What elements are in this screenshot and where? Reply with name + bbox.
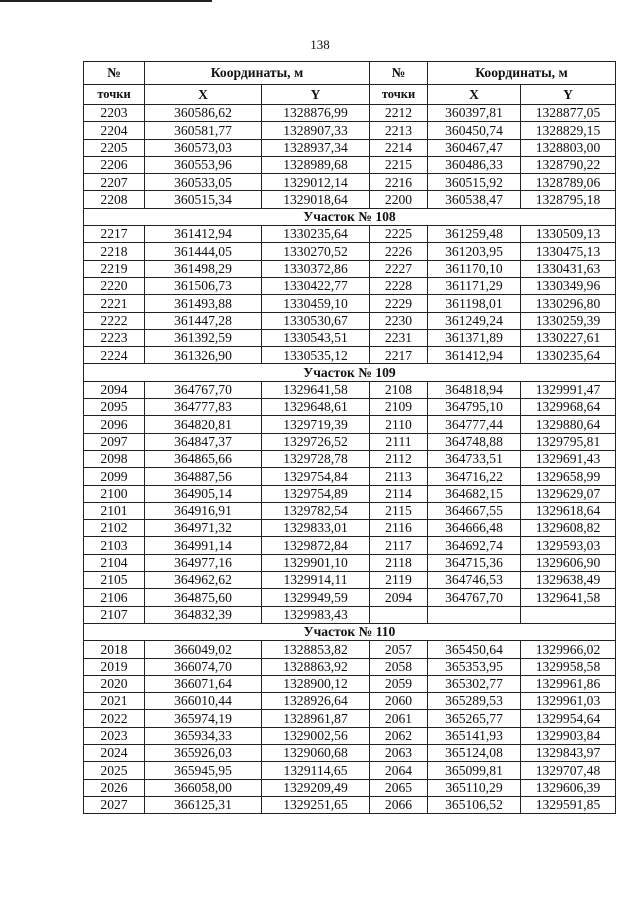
y-coordinate-cell: 1330459,10 (262, 295, 370, 312)
x-coordinate-cell: 361326,90 (145, 347, 262, 364)
point-number-cell: 2216 (370, 174, 428, 191)
x-coordinate-cell: 360533,05 (145, 174, 262, 191)
point-number-cell: 2215 (370, 156, 428, 173)
point-number-cell: 2018 (84, 641, 145, 658)
point-number-cell: 2220 (84, 277, 145, 294)
y-coordinate-cell: 1330475,13 (521, 243, 616, 260)
point-number-cell: 2058 (370, 658, 428, 675)
y-coordinate-cell: 1329608,82 (521, 520, 616, 537)
x-coordinate-cell: 364767,70 (145, 381, 262, 398)
x-coordinate-cell: 364748,88 (428, 433, 521, 450)
point-number-cell: 2115 (370, 502, 428, 519)
x-coordinate-cell: 364991,14 (145, 537, 262, 554)
x-coordinate-cell: 361506,73 (145, 277, 262, 294)
point-number-cell: 2119 (370, 572, 428, 589)
y-coordinate-cell: 1329618,64 (521, 502, 616, 519)
point-number-cell: 2229 (370, 295, 428, 312)
point-number-cell: 2061 (370, 710, 428, 727)
point-number-cell: 2065 (370, 779, 428, 796)
table-row (84, 295, 616, 312)
y-coordinate-cell (521, 606, 616, 623)
point-number-cell: 2213 (370, 122, 428, 139)
y-coordinate-cell: 1329954,64 (521, 710, 616, 727)
x-coordinate-cell: 364666,48 (428, 520, 521, 537)
table-row (84, 450, 616, 467)
x-coordinate-cell: 360553,96 (145, 156, 262, 173)
point-number-cell: 2228 (370, 277, 428, 294)
table-row (84, 226, 616, 243)
y-coordinate-cell: 1328789,06 (521, 174, 616, 191)
y-coordinate-cell: 1329728,78 (262, 450, 370, 467)
point-number-cell: 2200 (370, 191, 428, 208)
y-coordinate-cell: 1329991,47 (521, 381, 616, 398)
point-number-cell: 2105 (84, 572, 145, 589)
x-coordinate-cell: 365106,52 (428, 796, 521, 813)
point-number-cell: 2218 (84, 243, 145, 260)
x-coordinate-cell: 365945,95 (145, 762, 262, 779)
table-row (84, 433, 616, 450)
x-coordinate-cell: 364715,36 (428, 554, 521, 571)
y-coordinate-cell: 1329641,58 (262, 381, 370, 398)
x-coordinate-cell: 361412,94 (428, 347, 521, 364)
section-title: Участок № 110 (84, 623, 616, 640)
table-row (84, 381, 616, 398)
y-coordinate-cell: 1329903,84 (521, 727, 616, 744)
point-number-cell: 2221 (84, 295, 145, 312)
x-coordinate-cell: 361171,29 (428, 277, 521, 294)
table-row (84, 312, 616, 329)
x-coordinate-cell: 360397,81 (428, 105, 521, 122)
y-header-right: Y (521, 85, 616, 105)
table-row (84, 191, 616, 208)
table-row (84, 796, 616, 813)
y-coordinate-cell: 1328907,33 (262, 122, 370, 139)
point-number-cell: 2020 (84, 675, 145, 692)
point-number-cell: 2019 (84, 658, 145, 675)
x-coordinate-cell: 365926,03 (145, 744, 262, 761)
point-number-cell: 2100 (84, 485, 145, 502)
y-coordinate-cell: 1328853,82 (262, 641, 370, 658)
x-coordinate-cell: 360573,03 (145, 139, 262, 156)
y-coordinate-cell: 1329707,48 (521, 762, 616, 779)
point-number-cell: 2057 (370, 641, 428, 658)
table-row (84, 762, 616, 779)
x-header-right: X (428, 85, 521, 105)
point-number-cell: 2116 (370, 520, 428, 537)
x-coordinate-cell (428, 606, 521, 623)
y-coordinate-cell: 1330530,67 (262, 312, 370, 329)
point-number-cell: 2024 (84, 744, 145, 761)
point-number-cell: 2110 (370, 416, 428, 433)
y-coordinate-cell: 1329872,84 (262, 537, 370, 554)
point-number-cell: 2102 (84, 520, 145, 537)
table-row (84, 416, 616, 433)
table-row (84, 520, 616, 537)
point-number-cell: 2107 (84, 606, 145, 623)
x-coordinate-cell: 361259,48 (428, 226, 521, 243)
point-number-cell: 2224 (84, 347, 145, 364)
x-coordinate-cell: 365110,29 (428, 779, 521, 796)
table-row (84, 277, 616, 294)
y-coordinate-cell: 1328961,87 (262, 710, 370, 727)
point-number-cell: 2231 (370, 329, 428, 346)
y-coordinate-cell: 1329251,65 (262, 796, 370, 813)
point-number-cell: 2066 (370, 796, 428, 813)
x-coordinate-cell: 366125,31 (145, 796, 262, 813)
y-coordinate-cell: 1328900,12 (262, 675, 370, 692)
point-number-cell: 2117 (370, 537, 428, 554)
point-number-cell: 2214 (370, 139, 428, 156)
x-coordinate-cell: 364977,16 (145, 554, 262, 571)
y-coordinate-cell: 1328790,22 (521, 156, 616, 173)
y-coordinate-cell: 1329782,54 (262, 502, 370, 519)
y-coordinate-cell: 1329060,68 (262, 744, 370, 761)
x-coordinate-cell: 364818,94 (428, 381, 521, 398)
x-coordinate-cell: 364692,74 (428, 537, 521, 554)
x-coordinate-cell: 366049,02 (145, 641, 262, 658)
point-number-cell: 2205 (84, 139, 145, 156)
x-coordinate-cell: 365974,19 (145, 710, 262, 727)
y-coordinate-cell: 1329968,64 (521, 399, 616, 416)
x-coordinate-cell: 361392,59 (145, 329, 262, 346)
point-number-cell: 2098 (84, 450, 145, 467)
y-coordinate-cell: 1329833,01 (262, 520, 370, 537)
y-coordinate-cell: 1329606,90 (521, 554, 616, 571)
table-row (84, 744, 616, 761)
y-coordinate-cell: 1330372,86 (262, 260, 370, 277)
y-coordinate-cell: 1329593,03 (521, 537, 616, 554)
x-coordinate-cell: 360450,74 (428, 122, 521, 139)
y-coordinate-cell: 1329018,64 (262, 191, 370, 208)
x-coordinate-cell: 365934,33 (145, 727, 262, 744)
table-row (84, 139, 616, 156)
x-coordinate-cell: 364865,66 (145, 450, 262, 467)
y-coordinate-cell: 1329691,43 (521, 450, 616, 467)
table-row (84, 347, 616, 364)
x-coordinate-cell: 364682,15 (428, 485, 521, 502)
point-number-cell: 2026 (84, 779, 145, 796)
x-coordinate-cell: 364777,83 (145, 399, 262, 416)
coordinates-table (83, 61, 616, 814)
point-number-cell: 2217 (84, 226, 145, 243)
table-row (84, 693, 616, 710)
point-number-cell: 2206 (84, 156, 145, 173)
x-coordinate-cell: 364905,14 (145, 485, 262, 502)
x-coordinate-cell: 361412,94 (145, 226, 262, 243)
point-number-cell: 2095 (84, 399, 145, 416)
x-coordinate-cell: 361498,29 (145, 260, 262, 277)
y-header: Y (262, 85, 370, 105)
y-coordinate-cell: 1329961,03 (521, 693, 616, 710)
table-row (84, 329, 616, 346)
point-number-cell: 2064 (370, 762, 428, 779)
point-number-cell: 2108 (370, 381, 428, 398)
x-coordinate-cell: 361371,89 (428, 329, 521, 346)
x-coordinate-cell: 361198,01 (428, 295, 521, 312)
y-coordinate-cell: 1329958,58 (521, 658, 616, 675)
y-coordinate-cell: 1330235,64 (521, 347, 616, 364)
point-number-cell: 2099 (84, 468, 145, 485)
top-rule (0, 0, 212, 2)
coordinates-header-right: Координаты, м (428, 62, 616, 85)
table-row (84, 468, 616, 485)
x-coordinate-cell: 364971,32 (145, 520, 262, 537)
x-coordinate-cell: 360515,92 (428, 174, 521, 191)
y-coordinate-cell: 1329638,49 (521, 572, 616, 589)
y-coordinate-cell: 1328795,18 (521, 191, 616, 208)
y-coordinate-cell: 1330235,64 (262, 226, 370, 243)
x-coordinate-cell: 364667,55 (428, 502, 521, 519)
x-coordinate-cell: 360467,47 (428, 139, 521, 156)
x-coordinate-cell: 360486,33 (428, 156, 521, 173)
x-coordinate-cell: 366074,70 (145, 658, 262, 675)
point-number-cell: 2225 (370, 226, 428, 243)
point-number-cell: 2230 (370, 312, 428, 329)
table-row (84, 710, 616, 727)
point-number-cell: 2217 (370, 347, 428, 364)
table-row (84, 502, 616, 519)
point-number-cell: 2062 (370, 727, 428, 744)
table-row (84, 727, 616, 744)
section-title: Участок № 109 (84, 364, 616, 381)
y-coordinate-cell: 1329961,86 (521, 675, 616, 692)
y-coordinate-cell: 1328877,05 (521, 105, 616, 122)
x-coordinate-cell: 361447,28 (145, 312, 262, 329)
x-coordinate-cell: 360538,47 (428, 191, 521, 208)
y-coordinate-cell: 1330227,61 (521, 329, 616, 346)
x-coordinate-cell: 365099,81 (428, 762, 521, 779)
x-coordinate-cell: 360581,77 (145, 122, 262, 139)
point-number-cell: 2027 (84, 796, 145, 813)
y-coordinate-cell: 1329754,89 (262, 485, 370, 502)
table-row (84, 156, 616, 173)
y-coordinate-cell: 1329002,56 (262, 727, 370, 744)
point-number-cell: 2223 (84, 329, 145, 346)
x-coordinate-cell: 364847,37 (145, 433, 262, 450)
point-number-cell: 2112 (370, 450, 428, 467)
point-number-cell: 2222 (84, 312, 145, 329)
x-coordinate-cell: 365141,93 (428, 727, 521, 744)
x-coordinate-cell: 360515,34 (145, 191, 262, 208)
point-number-cell: 2021 (84, 693, 145, 710)
y-coordinate-cell: 1329901,10 (262, 554, 370, 571)
x-coordinate-cell: 365124,08 (428, 744, 521, 761)
table-row (84, 606, 616, 623)
y-coordinate-cell: 1330270,52 (262, 243, 370, 260)
y-coordinate-cell: 1328876,99 (262, 105, 370, 122)
x-coordinate-cell: 364887,56 (145, 468, 262, 485)
y-coordinate-cell: 1329209,49 (262, 779, 370, 796)
x-coordinate-cell: 361493,88 (145, 295, 262, 312)
x-coordinate-cell: 364832,39 (145, 606, 262, 623)
y-coordinate-cell: 1330422,77 (262, 277, 370, 294)
y-coordinate-cell: 1329719,39 (262, 416, 370, 433)
section-row (84, 364, 616, 381)
x-coordinate-cell: 365289,53 (428, 693, 521, 710)
x-coordinate-cell: 361444,05 (145, 243, 262, 260)
table-row (84, 641, 616, 658)
x-coordinate-cell: 364733,51 (428, 450, 521, 467)
point-number-cell (370, 606, 428, 623)
table-row (84, 675, 616, 692)
point-number-cell: 2059 (370, 675, 428, 692)
y-coordinate-cell: 1330543,51 (262, 329, 370, 346)
x-header: X (145, 85, 262, 105)
x-coordinate-cell: 366071,64 (145, 675, 262, 692)
coordinates-header: Координаты, м (145, 62, 370, 85)
point-number-header: № (84, 62, 145, 85)
x-coordinate-cell: 366010,44 (145, 693, 262, 710)
y-coordinate-cell: 1328863,92 (262, 658, 370, 675)
section-row (84, 623, 616, 640)
y-coordinate-cell: 1329114,65 (262, 762, 370, 779)
y-coordinate-cell: 1329914,11 (262, 572, 370, 589)
point-number-cell: 2094 (370, 589, 428, 606)
point-number-cell: 2104 (84, 554, 145, 571)
x-coordinate-cell: 365353,95 (428, 658, 521, 675)
point-number-cell: 2022 (84, 710, 145, 727)
page-number: 138 (310, 37, 330, 52)
point-number-cell: 2103 (84, 537, 145, 554)
point-number-cell: 2203 (84, 105, 145, 122)
table-body (84, 105, 616, 814)
point-number-cell: 2094 (84, 381, 145, 398)
point-number-cell: 2025 (84, 762, 145, 779)
x-coordinate-cell: 366058,00 (145, 779, 262, 796)
y-coordinate-cell: 1328926,64 (262, 693, 370, 710)
y-coordinate-cell: 1329726,52 (262, 433, 370, 450)
point-number-cell: 2226 (370, 243, 428, 260)
x-coordinate-cell: 361249,24 (428, 312, 521, 329)
y-coordinate-cell: 1330259,39 (521, 312, 616, 329)
x-coordinate-cell: 361170,10 (428, 260, 521, 277)
point-number-cell: 2114 (370, 485, 428, 502)
point-number-cell: 2106 (84, 589, 145, 606)
point-number-cell: 2060 (370, 693, 428, 710)
point-number-cell: 2063 (370, 744, 428, 761)
table-row (84, 658, 616, 675)
point-number-cell: 2111 (370, 433, 428, 450)
y-coordinate-cell: 1330296,80 (521, 295, 616, 312)
x-coordinate-cell: 364746,53 (428, 572, 521, 589)
point-number-header-right: № (370, 62, 428, 85)
y-coordinate-cell: 1329648,61 (262, 399, 370, 416)
table-row (84, 105, 616, 122)
y-coordinate-cell: 1329606,39 (521, 779, 616, 796)
x-coordinate-cell: 364767,70 (428, 589, 521, 606)
x-coordinate-cell: 360586,62 (145, 105, 262, 122)
y-coordinate-cell: 1329949,59 (262, 589, 370, 606)
table-row (84, 572, 616, 589)
table-row (84, 537, 616, 554)
y-coordinate-cell: 1330535,12 (262, 347, 370, 364)
x-coordinate-cell: 361203,95 (428, 243, 521, 260)
table-row (84, 260, 616, 277)
y-coordinate-cell: 1330349,96 (521, 277, 616, 294)
y-coordinate-cell: 1328989,68 (262, 156, 370, 173)
y-coordinate-cell: 1329880,64 (521, 416, 616, 433)
y-coordinate-cell: 1329012,14 (262, 174, 370, 191)
point-number-cell: 2097 (84, 433, 145, 450)
y-coordinate-cell: 1329591,85 (521, 796, 616, 813)
section-title: Участок № 108 (84, 208, 616, 225)
point-label-header: точки (84, 85, 145, 105)
point-number-cell: 2208 (84, 191, 145, 208)
y-coordinate-cell: 1328829,15 (521, 122, 616, 139)
x-coordinate-cell: 365450,64 (428, 641, 521, 658)
point-label-header-right: точки (370, 85, 428, 105)
table-row (84, 122, 616, 139)
point-number-cell: 2096 (84, 416, 145, 433)
point-number-cell: 2101 (84, 502, 145, 519)
y-coordinate-cell: 1329641,58 (521, 589, 616, 606)
point-number-cell: 2227 (370, 260, 428, 277)
y-coordinate-cell: 1328803,00 (521, 139, 616, 156)
table-row (84, 399, 616, 416)
y-coordinate-cell: 1330509,13 (521, 226, 616, 243)
table-row (84, 779, 616, 796)
x-coordinate-cell: 364716,22 (428, 468, 521, 485)
x-coordinate-cell: 364795,10 (428, 399, 521, 416)
y-coordinate-cell: 1329843,97 (521, 744, 616, 761)
y-coordinate-cell: 1329629,07 (521, 485, 616, 502)
x-coordinate-cell: 364820,81 (145, 416, 262, 433)
x-coordinate-cell: 364777,44 (428, 416, 521, 433)
x-coordinate-cell: 365302,77 (428, 675, 521, 692)
point-number-cell: 2219 (84, 260, 145, 277)
y-coordinate-cell: 1329983,43 (262, 606, 370, 623)
table-row (84, 174, 616, 191)
point-number-cell: 2109 (370, 399, 428, 416)
x-coordinate-cell: 365265,77 (428, 710, 521, 727)
table-row (84, 554, 616, 571)
x-coordinate-cell: 364962,62 (145, 572, 262, 589)
table-row (84, 485, 616, 502)
point-number-cell: 2212 (370, 105, 428, 122)
point-number-cell: 2204 (84, 122, 145, 139)
x-coordinate-cell: 364875,60 (145, 589, 262, 606)
x-coordinate-cell: 364916,91 (145, 502, 262, 519)
point-number-cell: 2113 (370, 468, 428, 485)
table-row (84, 589, 616, 606)
table-row (84, 243, 616, 260)
y-coordinate-cell: 1329754,84 (262, 468, 370, 485)
point-number-cell: 2118 (370, 554, 428, 571)
y-coordinate-cell: 1330431,63 (521, 260, 616, 277)
y-coordinate-cell: 1328937,34 (262, 139, 370, 156)
section-row (84, 208, 616, 225)
y-coordinate-cell: 1329966,02 (521, 641, 616, 658)
y-coordinate-cell: 1329658,99 (521, 468, 616, 485)
point-number-cell: 2207 (84, 174, 145, 191)
table-header (84, 62, 616, 105)
point-number-cell: 2023 (84, 727, 145, 744)
y-coordinate-cell: 1329795,81 (521, 433, 616, 450)
